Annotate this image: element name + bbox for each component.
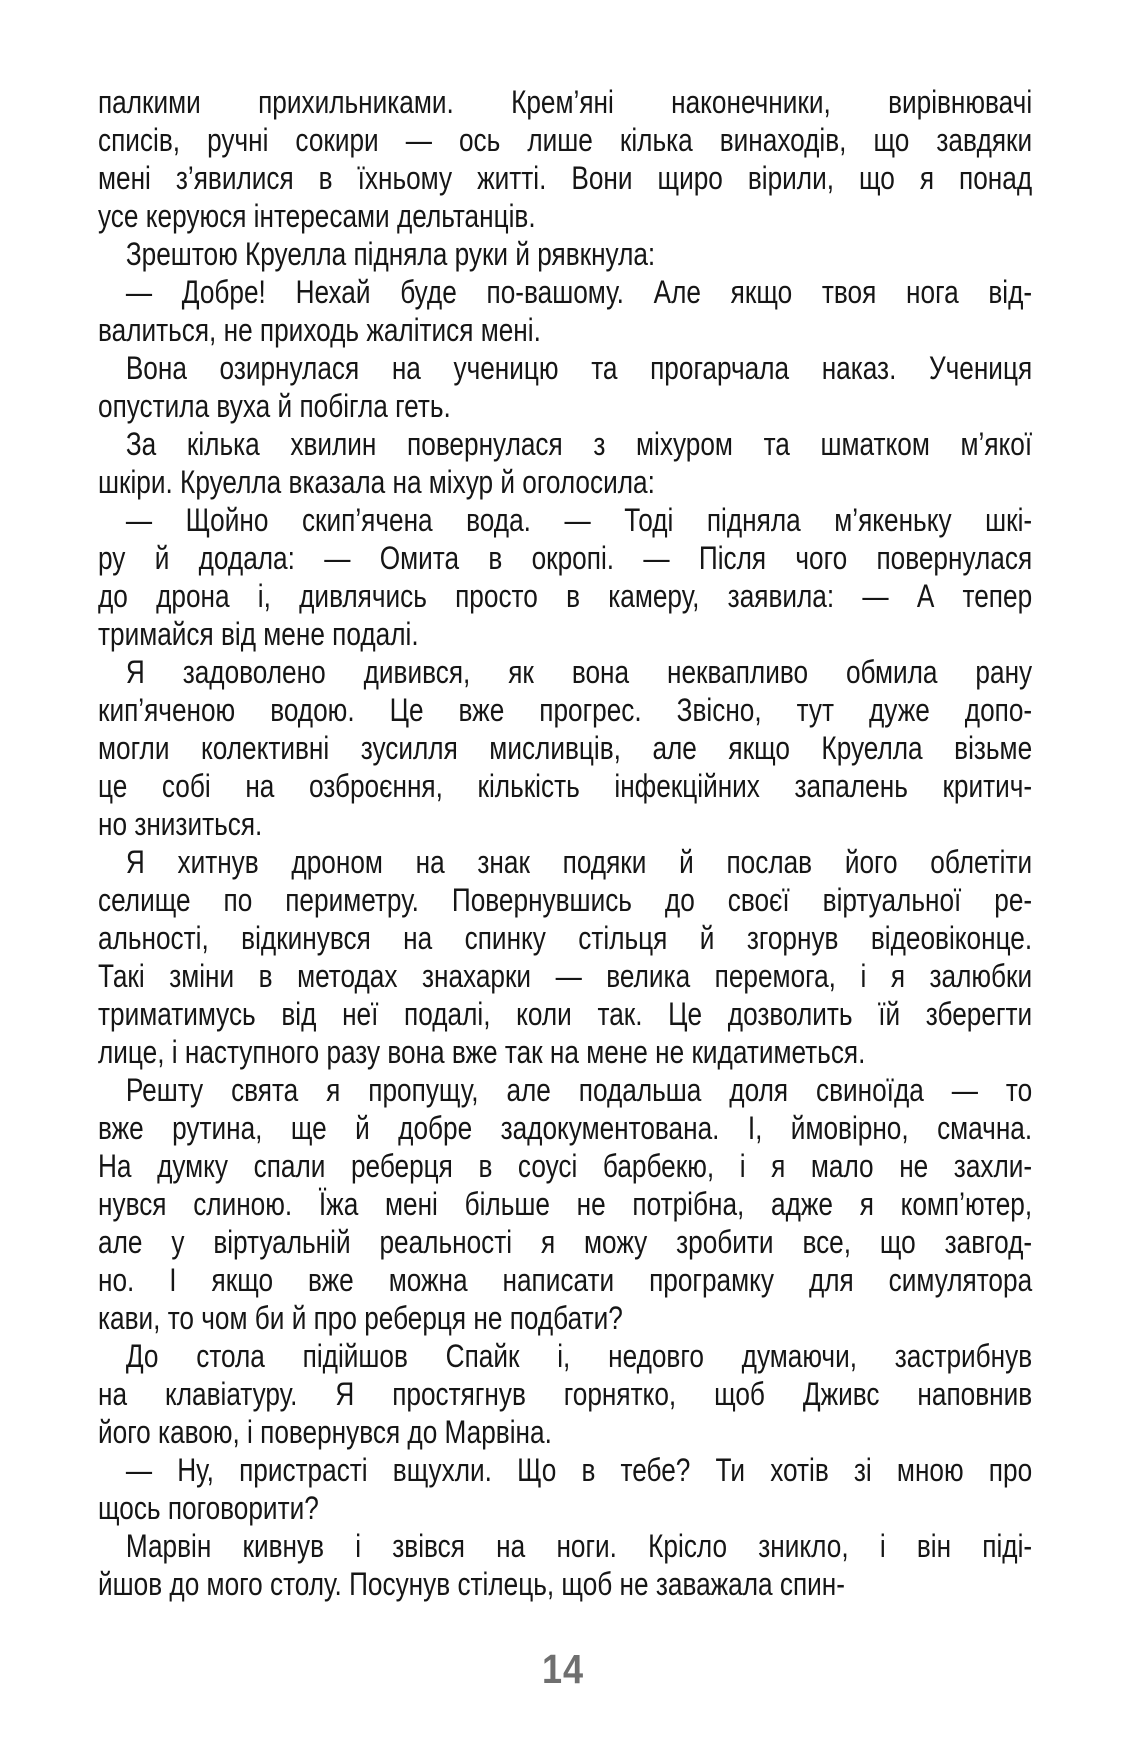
paragraph: [98, 501, 1032, 653]
text-line: могли колективні зусилля мисливців, але якщо Круелла візьме: [98, 730, 1033, 766]
text-line: Я задоволено дивився, як вона неквапливо обмила рану: [125, 654, 1033, 690]
text-line: списів, ручні сокири — ось лише кілька винаходів, що завдяки: [98, 122, 1033, 158]
paragraph: [98, 235, 1032, 273]
text-line: — Ну, пристрасті вщухли. Що в тебе? Ти хотів зі мною про: [125, 1452, 1033, 1488]
text-line: лице, і наступного разу вона вже так на мене не кидатиметься.: [98, 1034, 866, 1070]
text-line: триматимусь від неї подалі, коли так. Це дозволить їй зберегти: [98, 996, 1033, 1032]
paragraph: [98, 273, 1032, 349]
text-line: За кілька хвилин повернулася з міхуром та шматком м’якої: [125, 426, 1033, 462]
text-line: — Добре! Нехай буде по-вашому. Але якщо твоя нога від-: [125, 274, 1033, 310]
text-line: селище по периметру. Повернувшись до своєї віртуальної ре-: [98, 882, 1033, 918]
body-text: [98, 83, 1032, 1603]
text-line: альності, відкинувся на спинку стільця й згорнув відеовіконце.: [98, 920, 1033, 956]
text-line: но знизиться.: [98, 806, 263, 842]
paragraph: [98, 1071, 1032, 1337]
paragraph: [98, 843, 1032, 1071]
text-line: Марвін кивнув і звівся на ноги. Крісло зникло, і він піді-: [125, 1528, 1033, 1564]
text-line: мені з’явилися в їхньому житті. Вони щиро вірили, що я понад: [98, 160, 1033, 196]
paragraph: [98, 83, 1032, 235]
text-line: йшов до мого столу. Посунув стілець, щоб не заважала спин-: [98, 1566, 845, 1602]
text-line: опустила вуха й побігла геть.: [98, 388, 451, 424]
text-line: ру й додала: — Омита в окропі. — Після чого повернулася: [98, 540, 1033, 576]
text-line: до дрона і, дивлячись просто в камеру, заявила: — А тепер: [98, 578, 1033, 614]
text-line: Решту свята я пропущу, але подальша доля свиноїда — то: [125, 1072, 1033, 1108]
text-line: До стола підійшов Спайк і, недовго думаючи, застрибнув: [125, 1338, 1033, 1374]
text-line: усе керуюся інтересами дельтанців.: [98, 198, 536, 234]
text-line: вже рутина, ще й добре задокументована. І, ймовірно, смачна.: [98, 1110, 1033, 1146]
text-line: але у віртуальній реальності я можу зробити все, що завгод-: [98, 1224, 1033, 1260]
text-line: на клавіатуру. Я простягнув горнятко, щоб Дживс наповнив: [98, 1376, 1033, 1412]
text-line: палкими прихильниками. Крем’яні наконечники, вирівнювачі: [98, 84, 1033, 120]
text-line: На думку спали реберця в соусі барбекю, і я мало не захли-: [98, 1148, 1033, 1184]
paragraph: [98, 653, 1032, 843]
text-line: кави, то чом би й про реберця не подбати?: [98, 1300, 623, 1336]
text-line: Я хитнув дроном на знак подяки й послав його облетіти: [125, 844, 1033, 880]
text-line: шкіри. Круелла вказала на міхур й оголосила:: [98, 464, 655, 500]
page-number: 14: [542, 1646, 584, 1692]
text-line: кип’яченою водою. Це вже прогрес. Звісно, тут дуже допо-: [98, 692, 1033, 728]
text-line: валиться, не приходь жалітися мені.: [98, 312, 541, 348]
text-line: но. І якщо вже можна написати програмку для симулятора: [98, 1262, 1033, 1298]
text-line: Такі зміни в методах знахарки — велика перемога, і я залюбки: [98, 958, 1033, 994]
text-line: тримайся від мене подалі.: [98, 616, 419, 652]
text-line: це собі на озброєння, кількість інфекційних запалень критич-: [98, 768, 1033, 804]
paragraph: [98, 1451, 1032, 1527]
text-line: Зрештою Круелла підняла руки й рявкнула:: [125, 236, 656, 272]
paragraph: [98, 425, 1032, 501]
text-line: Вона озирнулася на ученицю та прогарчала наказ. Учениця: [125, 350, 1033, 386]
text-line: його кавою, і повернувся до Марвіна.: [98, 1414, 552, 1450]
text-line: — Щойно скип’ячена вода. — Тоді підняла м’якеньку шкі-: [125, 502, 1033, 538]
paragraph: [98, 1527, 1032, 1603]
paragraph: [98, 1337, 1032, 1451]
paragraph: [98, 349, 1032, 425]
text-line: щось поговорити?: [98, 1490, 319, 1526]
text-line: нувся слиною. Їжа мені більше не потрібна, адже я комп’ютер,: [98, 1186, 1033, 1222]
